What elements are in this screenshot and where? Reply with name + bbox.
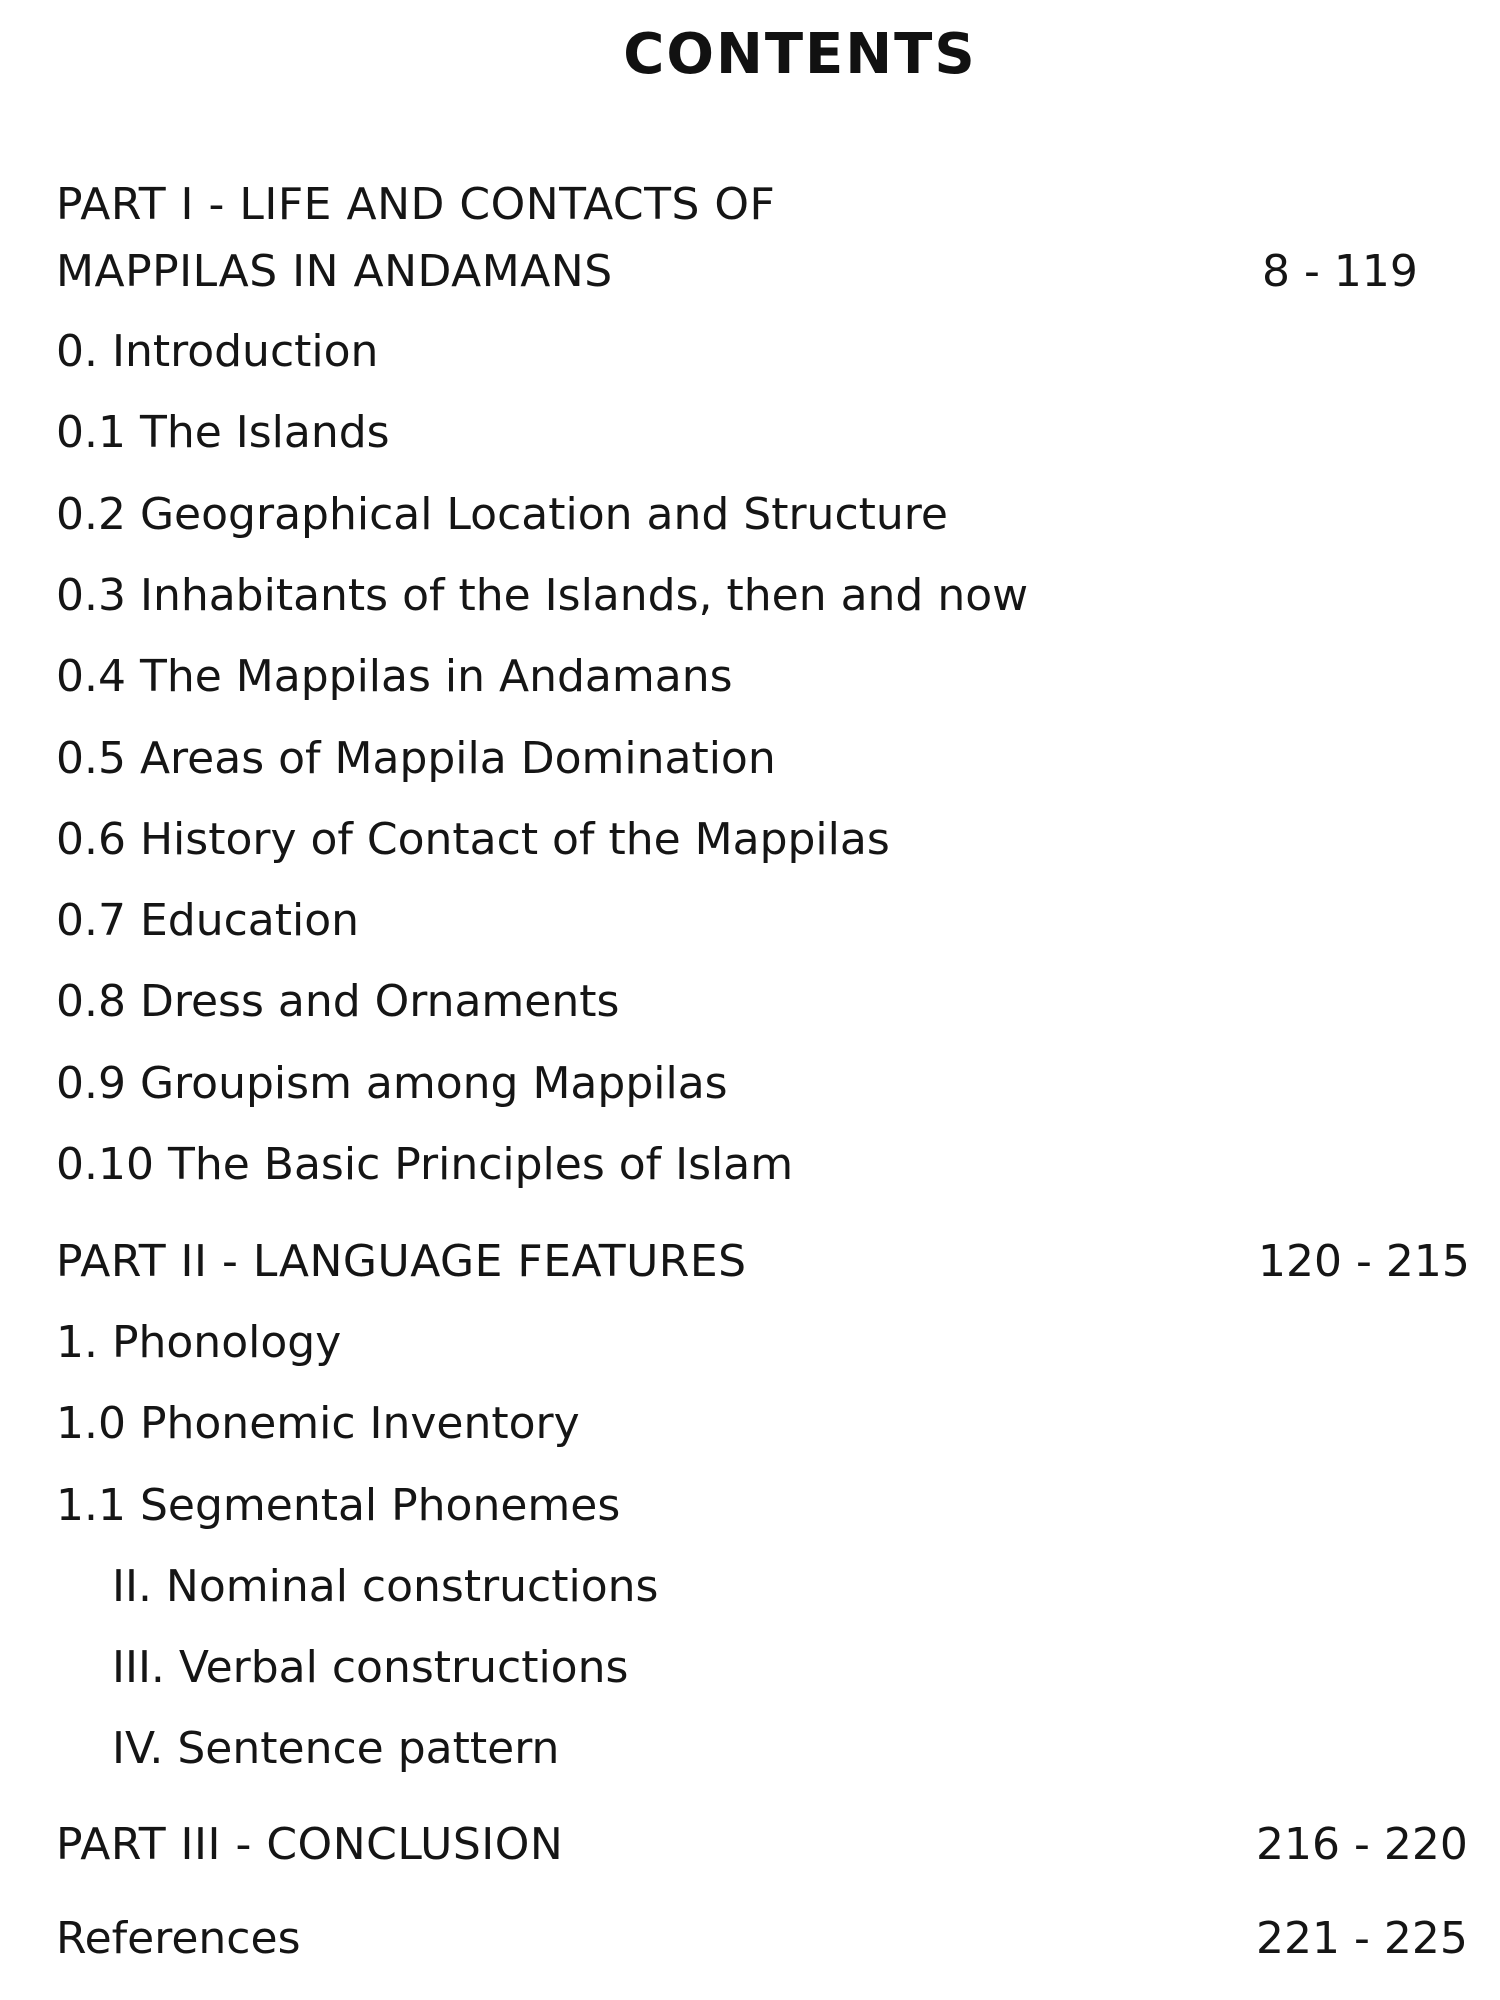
toc-entry-0-10: 0.10 The Basic Principles of Islam bbox=[56, 1139, 794, 1190]
toc-entry-1: 1. Phonology bbox=[56, 1317, 342, 1368]
toc-subentry-ii: II. Nominal constructions bbox=[112, 1561, 659, 1612]
part2-heading: PART II - LANGUAGE FEATURES bbox=[56, 1236, 747, 1287]
toc-subentry-iii: III. Verbal constructions bbox=[112, 1642, 629, 1693]
toc-entry-0-9: 0.9 Groupism among Mappilas bbox=[56, 1058, 728, 1109]
toc-entry-0-8: 0.8 Dress and Ornaments bbox=[56, 976, 620, 1027]
toc-entry-0-1: 0.1 The Islands bbox=[56, 407, 390, 458]
part2-pages: 120 - 215 bbox=[1258, 1236, 1470, 1287]
part3-pages: 216 - 220 bbox=[1256, 1819, 1468, 1870]
toc-entry-0-6: 0.6 History of Contact of the Mappilas bbox=[56, 814, 890, 865]
part1-heading-line1: PART I - LIFE AND CONTACTS OF bbox=[56, 179, 776, 230]
toc-subentry-iv: IV. Sentence pattern bbox=[112, 1723, 560, 1774]
part3-heading: PART III - CONCLUSION bbox=[56, 1819, 564, 1870]
part1-pages: 8 - 119 bbox=[1262, 246, 1418, 297]
toc-entry-1-0: 1.0 Phonemic Inventory bbox=[56, 1398, 580, 1449]
page-title: CONTENTS bbox=[623, 22, 977, 87]
toc-entry-0-2: 0.2 Geographical Location and Structure bbox=[56, 489, 948, 540]
references-label: References bbox=[56, 1913, 301, 1964]
part1-heading-line2: MAPPILAS IN ANDAMANS bbox=[56, 246, 613, 297]
toc-entry-0-4: 0.4 The Mappilas in Andamans bbox=[56, 651, 733, 702]
references-pages: 221 - 225 bbox=[1256, 1913, 1468, 1964]
toc-entry-0-5: 0.5 Areas of Mappila Domination bbox=[56, 733, 776, 784]
toc-entry-1-1: 1.1 Segmental Phonemes bbox=[56, 1480, 621, 1531]
toc-entry-0: 0. Introduction bbox=[56, 326, 379, 377]
toc-entry-0-7: 0.7 Education bbox=[56, 895, 360, 946]
toc-entry-0-3: 0.3 Inhabitants of the Islands, then and now bbox=[56, 570, 1029, 621]
